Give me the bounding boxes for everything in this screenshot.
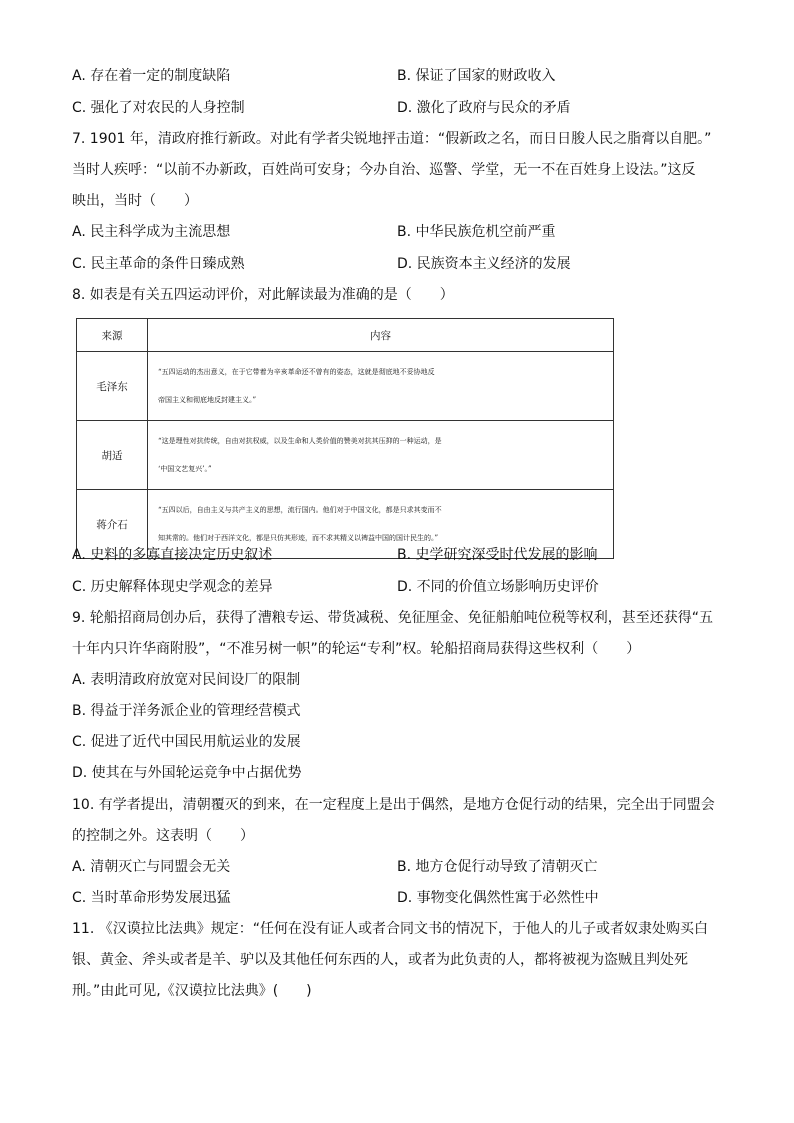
content-line: “五四运动的杰出意义，在于它带着为辛亥革命还不曾有的姿态，这就是彻底地不妥协地反: [158, 368, 435, 376]
q9-stem-line-1: 9. 轮船招商局创办后，获得了漕粮专运、带货减税、免征厘金、免征船舶吨位税等权利，甚至还获得“五: [72, 610, 714, 626]
q10-stem-line-1: 10. 有学者提出，清朝覆灭的到来，在一定程度上是出于偶然，是地方仓促行动的结果，完全出于同盟会: [72, 797, 715, 813]
q8-option-d[interactable]: D. 不同的价值立场影响历史评价: [397, 579, 599, 595]
table-cell-content: [148, 352, 614, 421]
table-cell-source: 蒋介石: [77, 490, 148, 559]
q11-stem-line-1: 11. 《汉谟拉比法典》规定：“任何在没有证人或者合同文书的情况下，于他人的儿子或者奴隶处购买白: [72, 921, 708, 937]
table-cell-source: 胡适: [77, 421, 148, 490]
content-line: 帝国主义和彻底地反封建主义。”: [158, 396, 257, 404]
q9-option-d[interactable]: D. 使其在与外国轮运竞争中占据优势: [72, 765, 302, 781]
q6-option-d[interactable]: D. 激化了政府与民众的矛盾: [397, 100, 571, 116]
q7-stem-line-1: 7. 1901 年，清政府推行新政。对此有学者尖锐地抨击道：“假新政之名，而日日朘人民之脂膏以自肥。”: [72, 131, 712, 147]
q10-stem-line-2: 的控制之外。这表明（ ）: [72, 828, 254, 844]
q8-option-c[interactable]: C. 历史解释体现史学观念的差异: [72, 579, 273, 595]
q9-option-b[interactable]: B. 得益于洋务派企业的管理经营模式: [72, 703, 301, 719]
q6-option-a[interactable]: A. 存在着一定的制度缺陷: [72, 68, 231, 84]
q7-option-a[interactable]: A. 民主科学成为主流思想: [72, 224, 231, 240]
q11-stem-line-3: 刑。”由此可见,《汉谟拉比法典》( ): [72, 983, 312, 999]
content-line: ‘中国文艺复兴’。”: [158, 465, 212, 473]
q9-stem-line-2: 十年内只许华商附股”，“不准另树一帜”的轮运“专利”权。轮船招商局获得这些权利（ ）: [72, 641, 641, 657]
q10-option-c[interactable]: C. 当时革命形势发展迅猛: [72, 890, 231, 906]
q10-option-a[interactable]: A. 清朝灭亡与同盟会无关: [72, 859, 231, 875]
table-header-row: [77, 319, 614, 352]
table-row: [77, 421, 614, 490]
table-header-content: 内容: [148, 319, 614, 352]
q8-option-a[interactable]: A. 史料的多寡直接决定历史叙述: [72, 547, 273, 563]
q8-evaluation-table: [76, 318, 614, 559]
q8-stem: 8. 如表是有关五四运动评价，对此解读最为准确的是（ ）: [72, 287, 454, 303]
q8-option-b[interactable]: B. 史学研究深受时代发展的影响: [397, 547, 598, 563]
table-cell-content: [148, 421, 614, 490]
q6-option-b[interactable]: B. 保证了国家的财政收入: [397, 68, 556, 84]
q7-stem-line-3: 映出，当时（ ）: [72, 193, 198, 209]
q9-option-a[interactable]: A. 表明清政府放宽对民间设厂的限制: [72, 672, 301, 688]
table-row: [77, 352, 614, 421]
q7-stem-line-2: 当时人疾呼：“以前不办新政，百姓尚可安身；今办自治、巡警、学堂，无一不在百姓身上设法。”这反: [72, 162, 696, 178]
q9-option-c[interactable]: C. 促进了近代中国民用航运业的发展: [72, 734, 301, 750]
content-line: “这是理性对抗传统，自由对抗权威，以及生命和人类价值的赞美对抗其压抑的一种运动，是: [158, 437, 442, 445]
q7-option-b[interactable]: B. 中华民族危机空前严重: [397, 224, 556, 240]
q10-option-d[interactable]: D. 事物变化偶然性寓于必然性中: [397, 890, 599, 906]
q6-option-c[interactable]: C. 强化了对农民的人身控制: [72, 100, 245, 116]
q10-option-b[interactable]: B. 地方仓促行动导致了清朝灭亡: [397, 859, 598, 875]
content-line: 知其常的。他们对于西洋文化，都是只仿其形迹，而不求其精义以裨益中国的国计民生的。”: [158, 534, 439, 542]
table-cell-source: 毛泽东: [77, 352, 148, 421]
q11-stem-line-2: 银、黄金、斧头或者是羊、驴以及其他任何东西的人，或者为此负责的人，都将被视为盗贼且判处死: [72, 952, 688, 968]
table-header-source: 来源: [77, 319, 148, 352]
q7-option-d[interactable]: D. 民族资本主义经济的发展: [397, 256, 571, 272]
q7-option-c[interactable]: C. 民主革命的条件日臻成熟: [72, 256, 245, 272]
content-line: “五四以后，自由主义与共产主义的思想，流行国内。他们对于中国文化，都是只求其变而不: [158, 506, 442, 514]
